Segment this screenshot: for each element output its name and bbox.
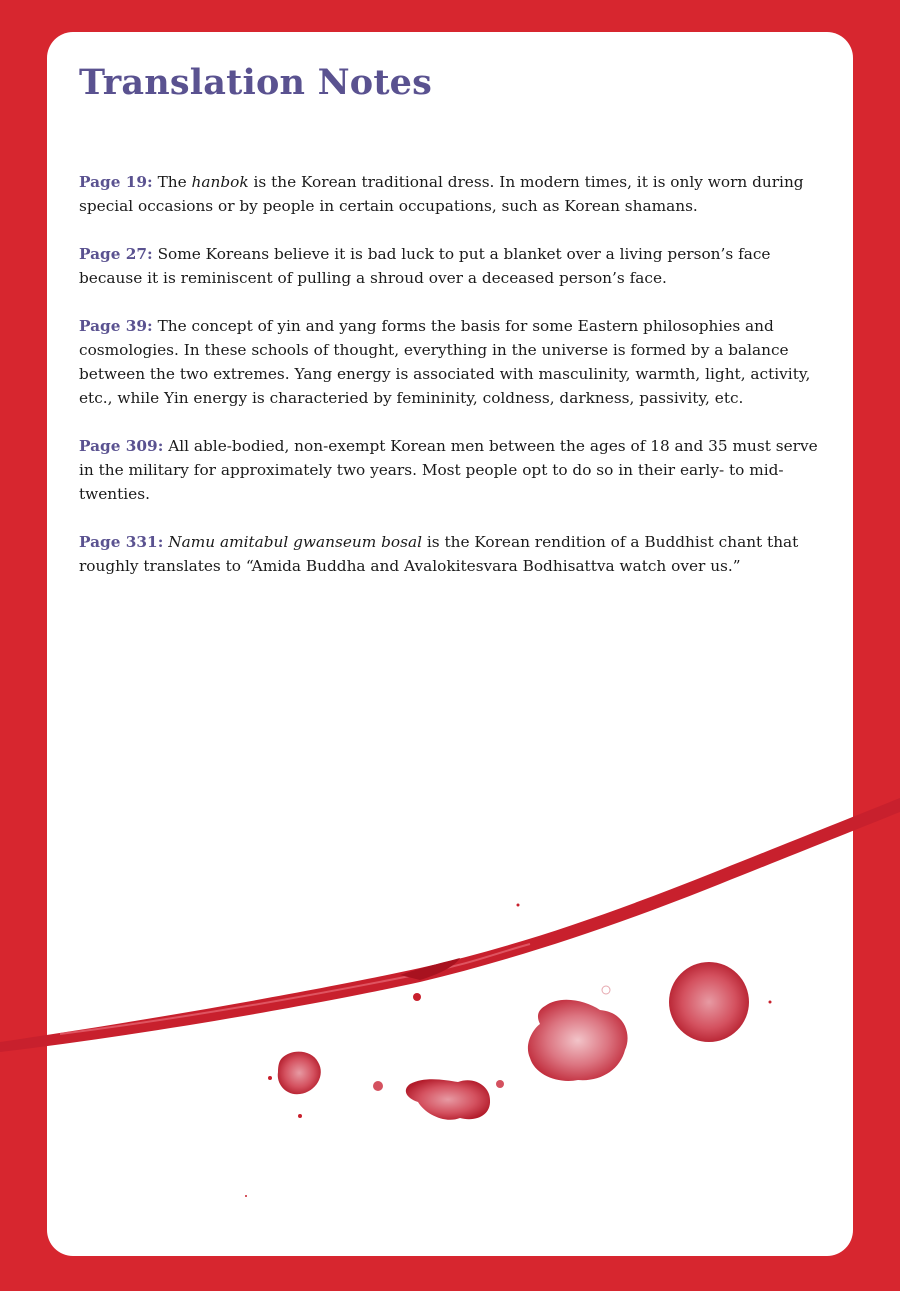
note-text: The concept of yin and yang forms the basis for some Eastern philosophies and cosmologies. In these schools of thought, everything in the universe is formed by a balance between the two extremes. Yang energy is associated with masculinity, warmth, light, activity, etc., while Yin energy is characteried by femininity, coldness, darkness, passivity, etc. [79,317,811,407]
note-text: All able-bodied, non-exempt Korean men between the ages of 18 and 35 must serve in the military for approximately two years. Most people opt to do so in their early- to mid-twenties. [79,437,818,503]
note-page-309 [79,434,829,506]
note-label: Page 309: [79,437,164,455]
note-label: Page 39: [79,317,153,335]
note-text: is the Korean traditional dress. In modern times, it is only worn during special occasions or by people in certain occupations, such as Korean shamans. [79,173,804,215]
note-italic: hanbok [191,173,249,191]
note-page-19 [79,170,829,218]
note-page-39 [79,314,829,410]
note-text: is the Korean rendition of a Buddhist chant that roughly translates to “Amida Buddha and Avalokitesvara Bodhisattva watch over us.” [79,533,799,575]
note-page-331 [79,530,829,578]
note-label: Page 27: [79,245,153,263]
note-label: Page 331: [79,533,164,551]
page-title: Translation Notes [79,62,433,103]
note-text: Some Koreans believe it is bad luck to put a blanket over a living person’s face because it is reminiscent of pulling a shroud over a deceased person’s face. [79,245,771,287]
note-page-27 [79,242,829,290]
translation-notes-list [79,170,829,602]
note-label: Page 19: [79,173,153,191]
note-italic: Namu amitabul gwanseum bosal [168,533,422,551]
note-text: The [152,173,192,191]
